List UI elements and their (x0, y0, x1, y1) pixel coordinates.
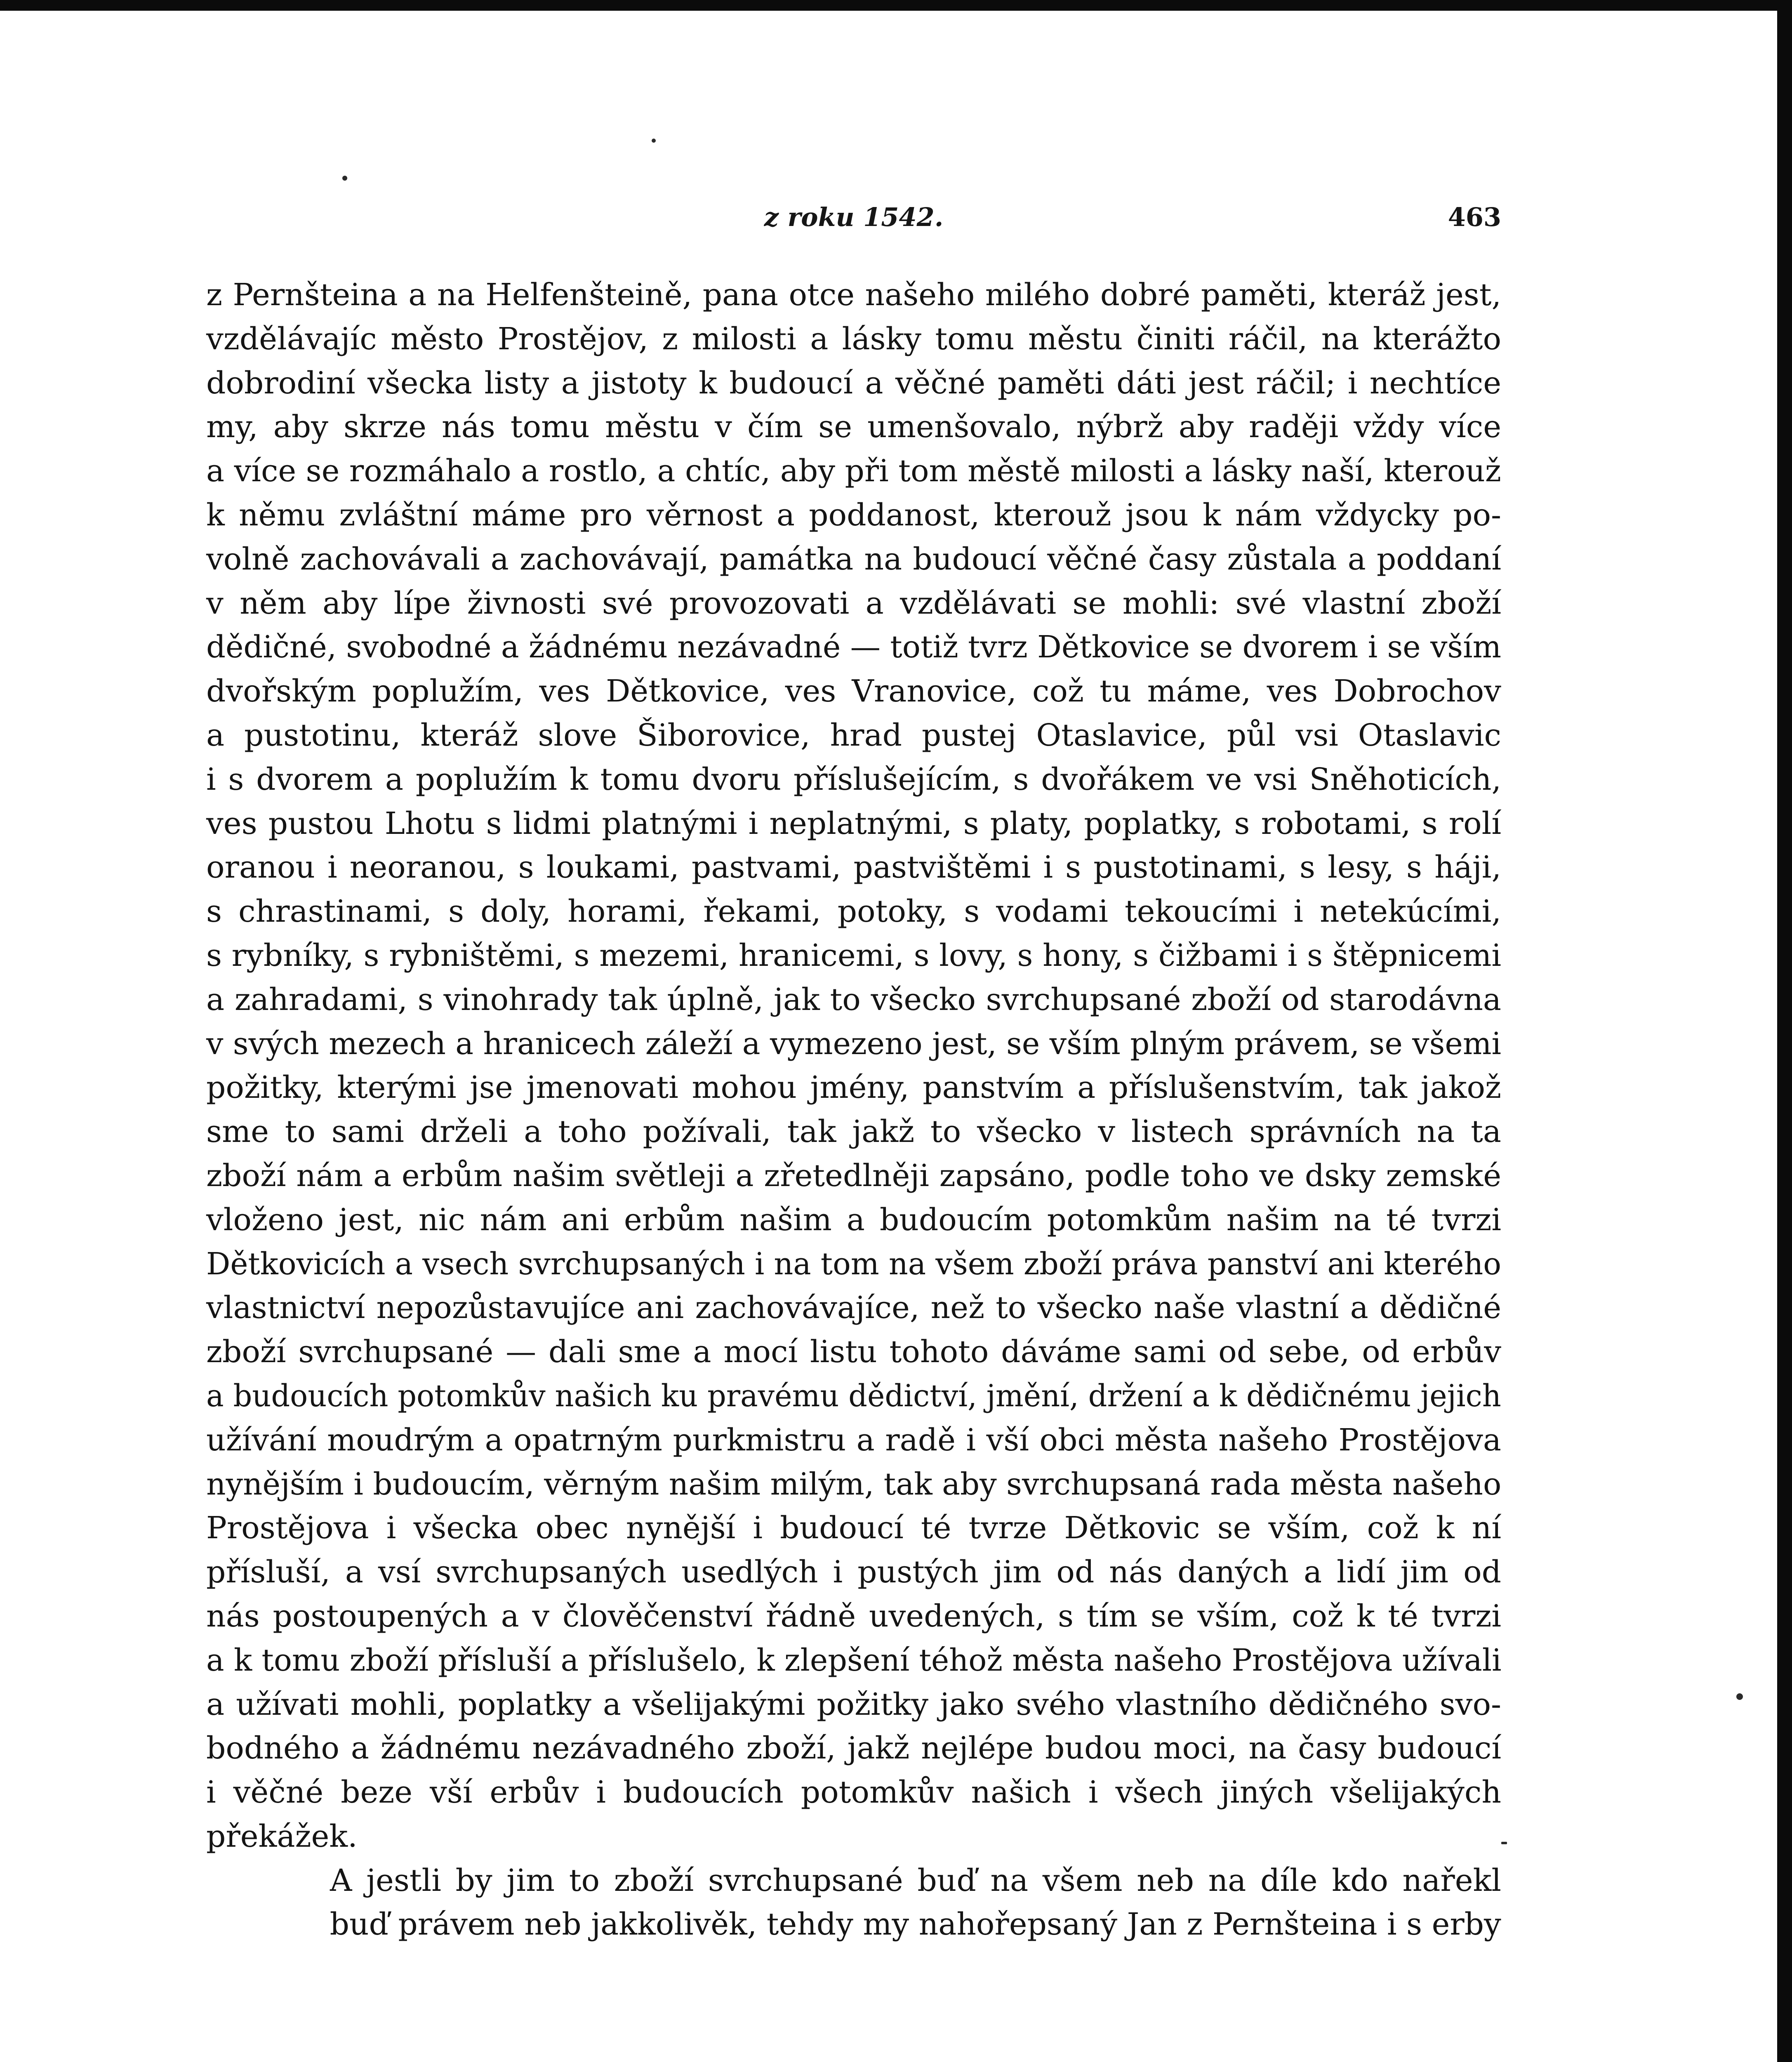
text-line: i s dvorem a poplužím k tomu dvoru příslušejícím, s dvořákem ve vsi Sněhoticích, (206, 761, 1501, 797)
text-line: v něm aby lípe živnosti své provozovati a vzdělávati se mohli: své vlastní zboží (206, 585, 1501, 621)
body-text (206, 273, 1501, 1947)
text-line: a zahradami, s vinohrady tak úplně, jak to všecko svrchupsané zboží od starodávna (206, 982, 1501, 1017)
text-line: Dětkovicích a vsech svrchupsaných i na tom na všem zboží práva panství ani kterého (206, 1246, 1502, 1282)
text-line: a budoucích potomkův našich ku pravému dědictví, jmění, držení a k dědičnému jejich (206, 1378, 1501, 1414)
text-line: požitky, kterými jse jmenovati mohou jmény, panstvím a příslušenstvím, tak jakož (206, 1070, 1501, 1106)
text-line: a k tomu zboží přísluší a příslušelo, k zlepšení téhož města našeho Prostějova užívali (206, 1642, 1502, 1678)
text-line: dvořským poplužím, ves Dětkovice, ves Vranovice, což tu máme, ves Dobrochov (206, 673, 1501, 709)
scan-top-border (0, 0, 1792, 11)
text-line: vloženo jest, nic nám ani erbům našim a budoucím potomkům našim na té tvrzi (206, 1202, 1501, 1238)
text-line: bodného a žádnému nezávadného zboží, jakž nejlépe budou moci, na časy budoucí (206, 1730, 1501, 1766)
text-line: z Pernšteina a na Helfenšteině, pana otce našeho milého dobré paměti, kteráž jest, (206, 277, 1501, 313)
text-line: přísluší, a vsí svrchupsaných usedlých i pustých jim od nás daných a lidí jim od (206, 1554, 1501, 1590)
text-line: zboží svrchupsané — dali sme a mocí listu tohoto dáváme sami od sebe, od erbův (206, 1334, 1501, 1370)
text-line: oranou i neoranou, s loukami, pastvami, pastvištěmi i s pustotinami, s lesy, s háji, (206, 850, 1501, 885)
scan-speck (1501, 1842, 1507, 1844)
text-line: a užívati mohli, poplatky a všelijakými požitky jako svého vlastního dědičného svo- (206, 1686, 1501, 1722)
text-line: ves pustou Lhotu s lidmi platnými i neplatnými, s platy, poplatky, s robotami, s rolí (206, 805, 1501, 841)
text-line: dobrodiní všecka listy a jistoty k budoucí a věčné paměti dáti jest ráčil; i nechtíce (206, 365, 1501, 401)
text-line: my, aby skrze nás tomu městu v čím se umenšovalo, nýbrž aby raději vždy více (206, 409, 1501, 445)
text-line: Prostějova i všecka obec nynější i budoucí té tvrze Dětkovic se vším, což k ní (206, 1510, 1501, 1546)
text-line: dědičné, svobodné a žádnému nezávadné — totiž tvrz Dětkovice se dvorem i se vším (206, 629, 1502, 665)
text-line: vlastnictví nepozůstavujíce ani zachovávajíce, než to všecko naše vlastní a dědičné (206, 1290, 1501, 1326)
scan-speck (342, 176, 347, 181)
text-line: v svých mezech a hranicech záleží a vymezeno jest, se vším plným právem, se všemi (206, 1026, 1501, 1062)
running-head (206, 198, 1501, 239)
text-line: sme to sami drželi a toho požívali, tak jakž to všecko v listech správních na ta (206, 1114, 1501, 1150)
text-line: zboží nám a erbům našim světleji a zřetedlněji zapsáno, podle toho ve dsky zemské (206, 1158, 1501, 1193)
scan-right-border (1777, 0, 1792, 2062)
text-line: nás postoupených a v člověčenství řádně uvedených, s tím se vším, což k té tvrzi (206, 1598, 1501, 1634)
text-line: užívání moudrým a opatrným purkmistru a radě i vší obci města našeho Prostějova (206, 1422, 1501, 1458)
text-line: volně zachovávali a zachovávají, památka na budoucí věčné časy zůstala a poddaní (206, 541, 1501, 577)
text-line: překážek. (206, 1818, 358, 1854)
paragraph-1 (206, 273, 1501, 1859)
text-line: s chrastinami, s doly, horami, řekami, potoky, s vodami tekoucími i netekúcími, (206, 894, 1501, 930)
text-line: s rybníky, s rybništěmi, s mezemi, hranicemi, s lovy, s hony, s čižbami i s štěpnicemi (206, 937, 1501, 973)
scan-speck (1736, 1693, 1743, 1700)
page-number: 463 (1448, 202, 1501, 232)
paragraph-2 (206, 1859, 1501, 1947)
text-line: a pustotinu, kteráž slove Šiborovice, hrad pustej Otaslavice, půl vsi Otaslavic (206, 717, 1501, 753)
text-line: i věčné beze vší erbův i budoucích potomkův našich i všech jiných všelijakých (206, 1775, 1501, 1810)
text-line: vzdělávajíc město Prostějov, z milosti a lásky tomu městu činiti ráčil, na kterážto (206, 321, 1501, 357)
text-line: nynějším i budoucím, věrným našim milým, tak aby svrchupsaná rada města našeho (206, 1466, 1502, 1502)
text-line: A jestli by jim to zboží svrchupsané buď na všem neb na díle kdo nařekl (330, 1862, 1501, 1898)
scan-speck (652, 139, 656, 143)
text-line: a více se rozmáhalo a rostlo, a chtíc, aby při tom městě milosti a lásky naší, kterouž (206, 453, 1501, 489)
running-head-title: z roku 1542. (764, 202, 944, 232)
text-line: buď právem neb jakkolivěk, tehdy my nahořepsaný Jan z Pernšteina i s erby (330, 1907, 1501, 1942)
text-line: k němu zvláštní máme pro věrnost a poddanost, kterouž jsou k nám vždycky po- (206, 497, 1501, 533)
